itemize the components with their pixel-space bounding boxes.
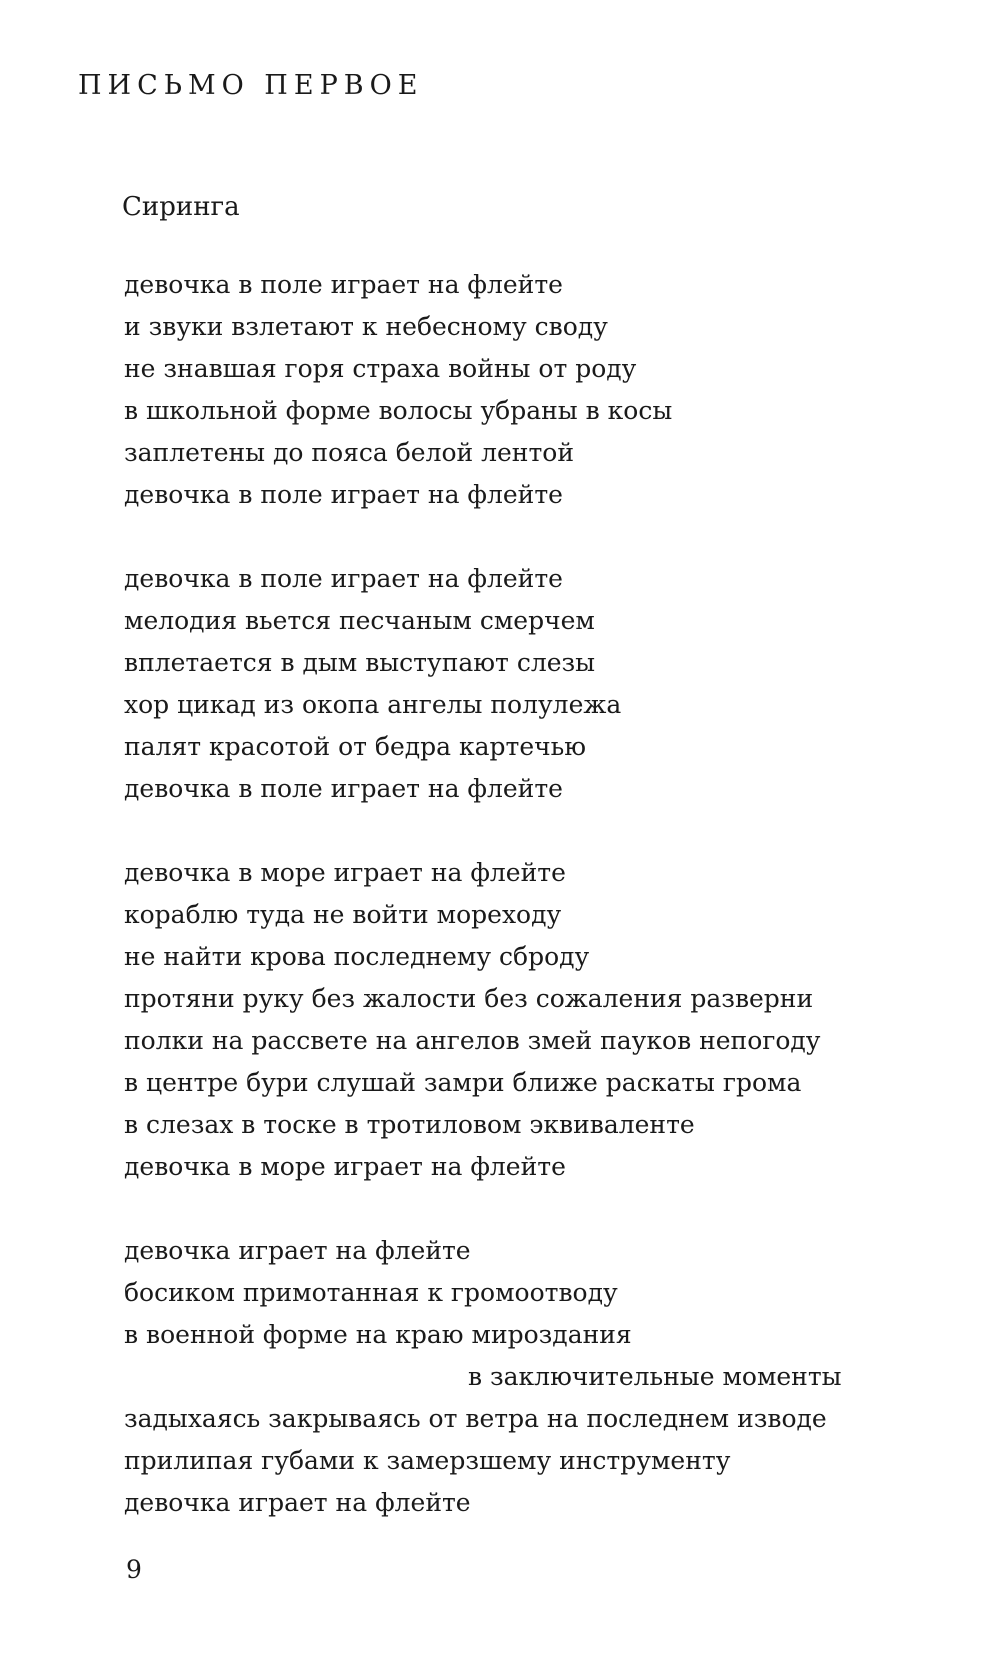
poem-line: девочка играет на флейте — [124, 1488, 471, 1517]
poem-line: в школьной форме волосы убраны в косы — [124, 396, 673, 425]
poem-title: Сиринга — [122, 192, 240, 222]
section-title: ПИСЬМО ПЕРВОЕ — [78, 70, 424, 101]
stanza-1 — [124, 264, 964, 516]
poem-body — [124, 264, 964, 1566]
page-number: 9 — [126, 1555, 142, 1584]
poem-line: заплетены до пояса белой лентой — [124, 438, 575, 467]
poem-line: кораблю туда не войти мореходу — [124, 900, 562, 929]
poem-line: девочка в поле играет на флейте — [124, 270, 563, 299]
stanza-2 — [124, 558, 964, 810]
poem-line-indented: в заключительные моменты — [468, 1362, 842, 1391]
poem-line: босиком примотанная к громоотводу — [124, 1278, 618, 1307]
poem-line: девочка играет на флейте — [124, 1236, 471, 1265]
stanza-4 — [124, 1230, 964, 1524]
poem-line: хор цикад из окопа ангелы полулежа — [124, 690, 622, 719]
poem-line: в центре бури слушай замри ближе раскаты грома — [124, 1068, 802, 1097]
poem-line: девочка в поле играет на флейте — [124, 564, 563, 593]
poem-line: в военной форме на краю мироздания — [124, 1320, 632, 1349]
poem-line: девочка в море играет на флейте — [124, 858, 566, 887]
poem-line: вплетается в дым выступают слезы — [124, 648, 596, 677]
poem-line: и звуки взлетают к небесному своду — [124, 312, 608, 341]
poem-line: не знавшая горя страха войны от роду — [124, 354, 637, 383]
poem-line: девочка в поле играет на флейте — [124, 480, 563, 509]
poem-line: не найти крова последнему сброду — [124, 942, 590, 971]
poem-line: палят красотой от бедра картечью — [124, 732, 587, 761]
poem-line: в слезах в тоске в тротиловом эквиваленте — [124, 1110, 695, 1139]
poem-line: прилипая губами к замерзшему инструменту — [124, 1446, 731, 1475]
poem-line: полки на рассвете на ангелов змей пауков непогоду — [124, 1026, 821, 1055]
poem-line: мелодия вьется песчаным смерчем — [124, 606, 595, 635]
poem-line: девочка в море играет на флейте — [124, 1152, 566, 1181]
stanza-3 — [124, 852, 964, 1188]
poem-line: девочка в поле играет на флейте — [124, 774, 563, 803]
poem-line: протяни руку без жалости без сожаления разверни — [124, 984, 814, 1013]
poem-line: задыхаясь закрываясь от ветра на последнем изводе — [124, 1404, 827, 1433]
